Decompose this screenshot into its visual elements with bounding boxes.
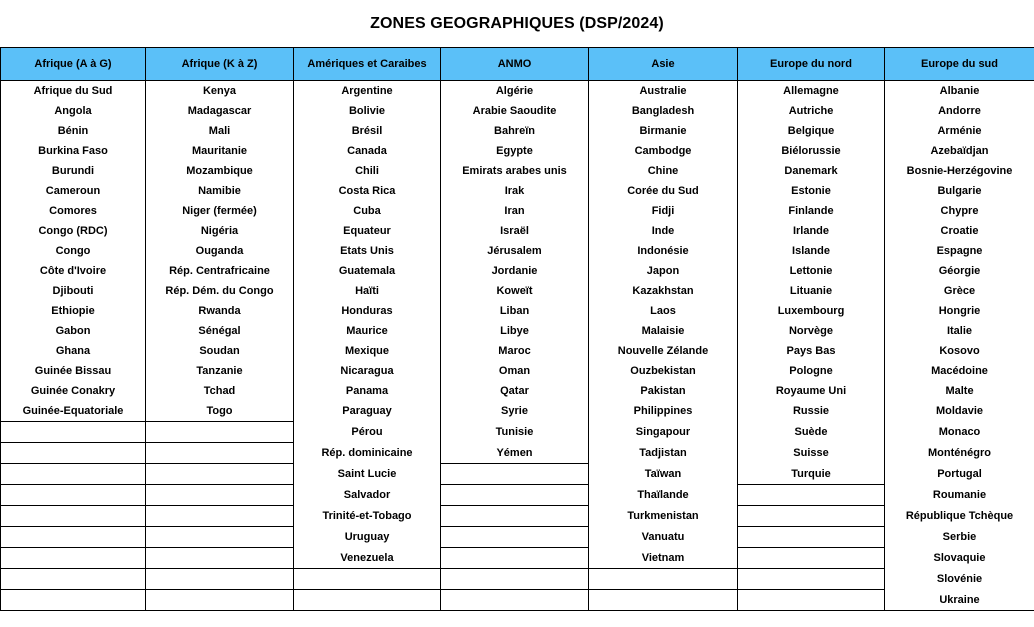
country-cell: Djibouti [1,281,146,301]
country-cell: Bénin [1,121,146,141]
country-cell: Syrie [441,401,589,422]
table-row [1,464,1034,485]
country-cell: Côte d'Ivoire [1,261,146,281]
country-cell [1,590,146,611]
table-row [1,548,1034,569]
country-cell: Ouzbekistan [589,361,738,381]
country-cell: Géorgie [885,261,1034,281]
country-cell: Etats Unis [294,241,441,261]
country-cell [441,464,589,485]
country-cell [146,506,294,527]
country-cell: Malaisie [589,321,738,341]
country-cell: Uruguay [294,527,441,548]
country-cell: Slovaquie [885,548,1034,569]
country-cell: Kazakhstan [589,281,738,301]
country-cell [738,485,885,506]
country-cell: Comores [1,201,146,221]
table-row [1,201,1034,221]
country-cell: Slovénie [885,569,1034,590]
country-cell: Iran [441,201,589,221]
table-body [1,81,1034,611]
country-cell: Philippines [589,401,738,422]
country-cell [294,569,441,590]
country-cell: Chili [294,161,441,181]
country-cell: Espagne [885,241,1034,261]
column-header-afrique-a-g: Afrique (A à G) [1,48,146,81]
table-row [1,381,1034,401]
country-cell: Croatie [885,221,1034,241]
zones-table [0,47,1034,611]
country-cell: Autriche [738,101,885,121]
country-cell: Monténégro [885,443,1034,464]
table-row [1,261,1034,281]
country-cell: Japon [589,261,738,281]
table-row [1,301,1034,321]
country-cell [589,590,738,611]
country-cell [1,527,146,548]
country-cell: Mozambique [146,161,294,181]
country-cell: Singapour [589,422,738,443]
country-cell [738,506,885,527]
table-row [1,101,1034,121]
country-cell: Lituanie [738,281,885,301]
table-row [1,341,1034,361]
country-cell: Congo (RDC) [1,221,146,241]
country-cell: Fidji [589,201,738,221]
page-title: ZONES GEOGRAPHIQUES (DSP/2024) [370,15,664,32]
country-cell: Australie [589,81,738,102]
country-cell [441,590,589,611]
country-cell [146,464,294,485]
country-cell: Salvador [294,485,441,506]
country-cell: Italie [885,321,1034,341]
country-cell: Maroc [441,341,589,361]
country-cell: Vietnam [589,548,738,569]
country-cell: Congo [1,241,146,261]
country-cell: Islande [738,241,885,261]
country-cell: Belgique [738,121,885,141]
country-cell [146,548,294,569]
country-cell: Pologne [738,361,885,381]
country-cell: Inde [589,221,738,241]
country-cell: Guinée Bissau [1,361,146,381]
country-cell: Suisse [738,443,885,464]
table-row [1,81,1034,102]
country-cell: Soudan [146,341,294,361]
country-cell: Argentine [294,81,441,102]
table-row [1,121,1034,141]
country-cell: Laos [589,301,738,321]
country-cell: Emirats arabes unis [441,161,589,181]
country-cell: Paraguay [294,401,441,422]
country-cell [146,485,294,506]
country-cell: Rép. dominicaine [294,443,441,464]
country-cell: Guinée-Equatoriale [1,401,146,422]
country-cell: Danemark [738,161,885,181]
table-row [1,141,1034,161]
country-cell: Bulgarie [885,181,1034,201]
country-cell [146,527,294,548]
country-cell: Algérie [441,81,589,102]
country-cell: Portugal [885,464,1034,485]
country-cell: Roumanie [885,485,1034,506]
country-cell [146,590,294,611]
country-cell: Serbie [885,527,1034,548]
country-cell: Jérusalem [441,241,589,261]
country-cell: Pakistan [589,381,738,401]
country-cell: Nouvelle Zélande [589,341,738,361]
country-cell: Kosovo [885,341,1034,361]
column-header-asie: Asie [589,48,738,81]
country-cell: République Tchèque [885,506,1034,527]
country-cell: Rép. Dém. du Congo [146,281,294,301]
country-cell: Saint Lucie [294,464,441,485]
country-cell: Arménie [885,121,1034,141]
country-cell: Rép. Centrafricaine [146,261,294,281]
country-cell: Corée du Sud [589,181,738,201]
country-cell: Bosnie-Herzégovine [885,161,1034,181]
country-cell: Luxembourg [738,301,885,321]
country-cell: Cameroun [1,181,146,201]
country-cell: Madagascar [146,101,294,121]
country-cell: Indonésie [589,241,738,261]
country-cell: Andorre [885,101,1034,121]
country-cell: Allemagne [738,81,885,102]
country-cell: Mexique [294,341,441,361]
country-cell: Ghana [1,341,146,361]
country-cell: Afrique du Sud [1,81,146,102]
country-cell: Libye [441,321,589,341]
country-cell: Chypre [885,201,1034,221]
country-cell: Rwanda [146,301,294,321]
table-row [1,361,1034,381]
country-cell: Gabon [1,321,146,341]
table-row [1,569,1034,590]
country-cell [441,548,589,569]
country-cell: Namibie [146,181,294,201]
country-cell: Bolivie [294,101,441,121]
country-cell: Kenya [146,81,294,102]
country-cell: Bahreïn [441,121,589,141]
country-cell: Lettonie [738,261,885,281]
country-cell: Tchad [146,381,294,401]
country-cell: Thaïlande [589,485,738,506]
country-cell: Grèce [885,281,1034,301]
country-cell: Finlande [738,201,885,221]
country-cell: Hongrie [885,301,1034,321]
country-cell: Tanzanie [146,361,294,381]
country-cell: Equateur [294,221,441,241]
table-row [1,321,1034,341]
country-cell: Pays Bas [738,341,885,361]
country-cell: Guatemala [294,261,441,281]
column-header-anmo: ANMO [441,48,589,81]
country-cell: Brésil [294,121,441,141]
country-cell [1,506,146,527]
country-cell [1,422,146,443]
country-cell [1,569,146,590]
country-cell: Mali [146,121,294,141]
table-row [1,506,1034,527]
country-cell [441,485,589,506]
country-cell: Yémen [441,443,589,464]
country-cell: Taïwan [589,464,738,485]
country-cell: Egypte [441,141,589,161]
country-cell: Burkina Faso [1,141,146,161]
country-cell: Maurice [294,321,441,341]
country-cell: Costa Rica [294,181,441,201]
column-header-europe-sud: Europe du sud [885,48,1034,81]
country-cell: Koweït [441,281,589,301]
country-cell: Mauritanie [146,141,294,161]
country-cell [1,443,146,464]
country-cell [441,527,589,548]
country-cell [589,569,738,590]
country-cell: Arabie Saoudite [441,101,589,121]
header-row [1,48,1034,81]
country-cell: Biélorussie [738,141,885,161]
country-cell: Ethiopie [1,301,146,321]
column-header-afrique-k-z: Afrique (K à Z) [146,48,294,81]
table-row [1,443,1034,464]
country-cell: Vanuatu [589,527,738,548]
country-cell [294,590,441,611]
country-cell: Malte [885,381,1034,401]
country-cell: Ukraine [885,590,1034,611]
country-cell [738,527,885,548]
country-cell [1,548,146,569]
column-header-ameriques-caraibes: Amériques et Caraibes [294,48,441,81]
country-cell: Irlande [738,221,885,241]
country-cell: Monaco [885,422,1034,443]
country-cell: Jordanie [441,261,589,281]
country-cell: Angola [1,101,146,121]
country-cell: Burundi [1,161,146,181]
country-cell: Oman [441,361,589,381]
table-row [1,401,1034,422]
country-cell: Canada [294,141,441,161]
column-header-europe-nord: Europe du nord [738,48,885,81]
country-cell: Chine [589,161,738,181]
country-cell: Tunisie [441,422,589,443]
country-cell: Norvège [738,321,885,341]
country-cell [441,506,589,527]
country-cell: Irak [441,181,589,201]
country-cell: Panama [294,381,441,401]
table-row [1,527,1034,548]
table-row [1,241,1034,261]
country-cell: Macédoine [885,361,1034,381]
country-cell [146,422,294,443]
country-cell: Turquie [738,464,885,485]
table-row [1,485,1034,506]
country-cell: Cuba [294,201,441,221]
country-cell: Estonie [738,181,885,201]
country-cell: Sénégal [146,321,294,341]
country-cell [441,569,589,590]
country-cell: Turkmenistan [589,506,738,527]
country-cell: Moldavie [885,401,1034,422]
country-cell: Venezuela [294,548,441,569]
country-cell: Russie [738,401,885,422]
country-cell: Nicaragua [294,361,441,381]
country-cell: Suède [738,422,885,443]
country-cell: Tadjistan [589,443,738,464]
country-cell: Togo [146,401,294,422]
country-cell: Azebaïdjan [885,141,1034,161]
table-row [1,422,1034,443]
table-row [1,221,1034,241]
country-cell [1,464,146,485]
country-cell [738,548,885,569]
country-cell: Qatar [441,381,589,401]
country-cell: Niger (fermée) [146,201,294,221]
country-cell: Honduras [294,301,441,321]
country-cell [738,569,885,590]
country-cell: Ouganda [146,241,294,261]
table-row [1,281,1034,301]
country-cell: Trinité-et-Tobago [294,506,441,527]
country-cell: Haïti [294,281,441,301]
country-cell: Cambodge [589,141,738,161]
country-cell [738,590,885,611]
table-row [1,181,1034,201]
country-cell [146,569,294,590]
country-cell: Bangladesh [589,101,738,121]
country-cell [1,485,146,506]
country-cell: Birmanie [589,121,738,141]
country-cell: Guinée Conakry [1,381,146,401]
country-cell: Israël [441,221,589,241]
country-cell [146,443,294,464]
country-cell: Liban [441,301,589,321]
country-cell: Royaume Uni [738,381,885,401]
country-cell: Pérou [294,422,441,443]
country-cell: Nigéria [146,221,294,241]
table-row [1,161,1034,181]
country-cell: Albanie [885,81,1034,102]
table-row [1,590,1034,611]
